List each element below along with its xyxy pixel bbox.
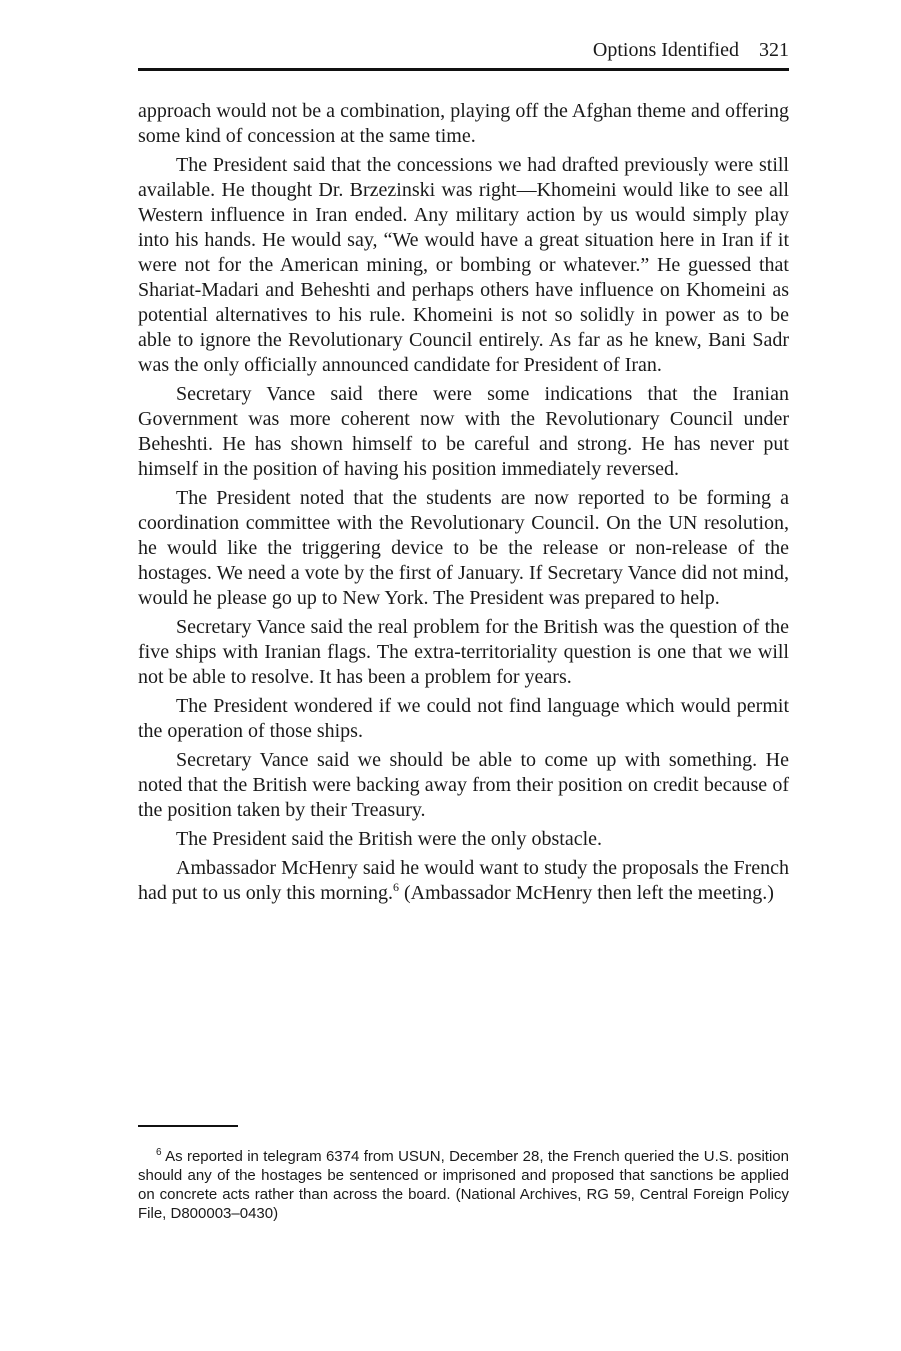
page-number: 321 (759, 39, 789, 61)
header-rule (138, 68, 789, 71)
running-head (593, 38, 789, 62)
footnote (138, 1147, 789, 1223)
paragraph: Secretary Vance said the real problem for the British was the question of the five ships with Iranian flags. The extra-territoriality question is one that we will not be able to resolve. It has been a problem for years. (138, 616, 789, 688)
footnote-reference[interactable]: 6 (393, 880, 399, 894)
footnote-text: As reported in telegram 6374 from USUN, December 28, the French queried the U.S. position should any of the hostages be sentenced or imprisoned and proposed that sanctions be applied on concrete acts rather than across the board. (National Archives, RG 59, Central Foreign Policy File, D800003–0430) (138, 1148, 789, 1222)
paragraph: The President said that the concessions we had drafted previously were still available. He thought Dr. Brzezinski was right—Khomeini would like to see all Western influence in Iran ended. Any military action by us would simply play into his hands. He would say, “We would have a great situation here in Iran if it were not for the American mining, or bombing or whatever.” He guessed that Shariat-Madari and Beheshti and perhaps others have influence on Khomeini as potential alternatives to his rule. Khomeini is not so solidly in power as to be able to ignore the Revolutionary Council entirely. As far as he knew, Bani Sadr was the only officially announced candidate for President of Iran. (138, 154, 789, 376)
paragraph-text: (Ambassador McHenry then left the meeting.) (399, 882, 774, 904)
paragraph: Secretary Vance said there were some indications that the Iranian Government was more coherent now with the Revolutionary Council under Beheshti. He has shown himself to be careful and strong. He has never put himself in the position of having his position immediately reversed. (138, 383, 789, 480)
body-text (138, 99, 789, 910)
paragraph-with-footnote (138, 856, 789, 906)
paragraph: The President noted that the students are now reported to be forming a coordination committee with the Revolutionary Council. On the UN resolution, he would like the triggering device to be the release or non-release of the hostages. We need a vote by the first of January. If Secretary Vance did not mind, would he please go up to New York. The President was prepared to help. (138, 487, 789, 609)
paragraph: The President wondered if we could not find language which would permit the operation of those ships. (138, 695, 789, 742)
footnote-marker: 6 (156, 1147, 162, 1158)
footnote-rule (138, 1125, 238, 1127)
section-title: Options Identified (592, 39, 739, 61)
paragraph-continuation: approach would not be a combination, playing off the Afghan theme and offering some kind of concession at the same time. (138, 100, 789, 147)
paragraph-text: Ambassador McHenry said he would want to study the proposals the French had put to us only this morning. (138, 857, 789, 904)
paragraph: The President said the British were the only obstacle. (176, 828, 603, 850)
paragraph: Secretary Vance said we should be able to come up with something. He noted that the British were backing away from their position on credit because of the position taken by their Treasury. (138, 749, 789, 821)
